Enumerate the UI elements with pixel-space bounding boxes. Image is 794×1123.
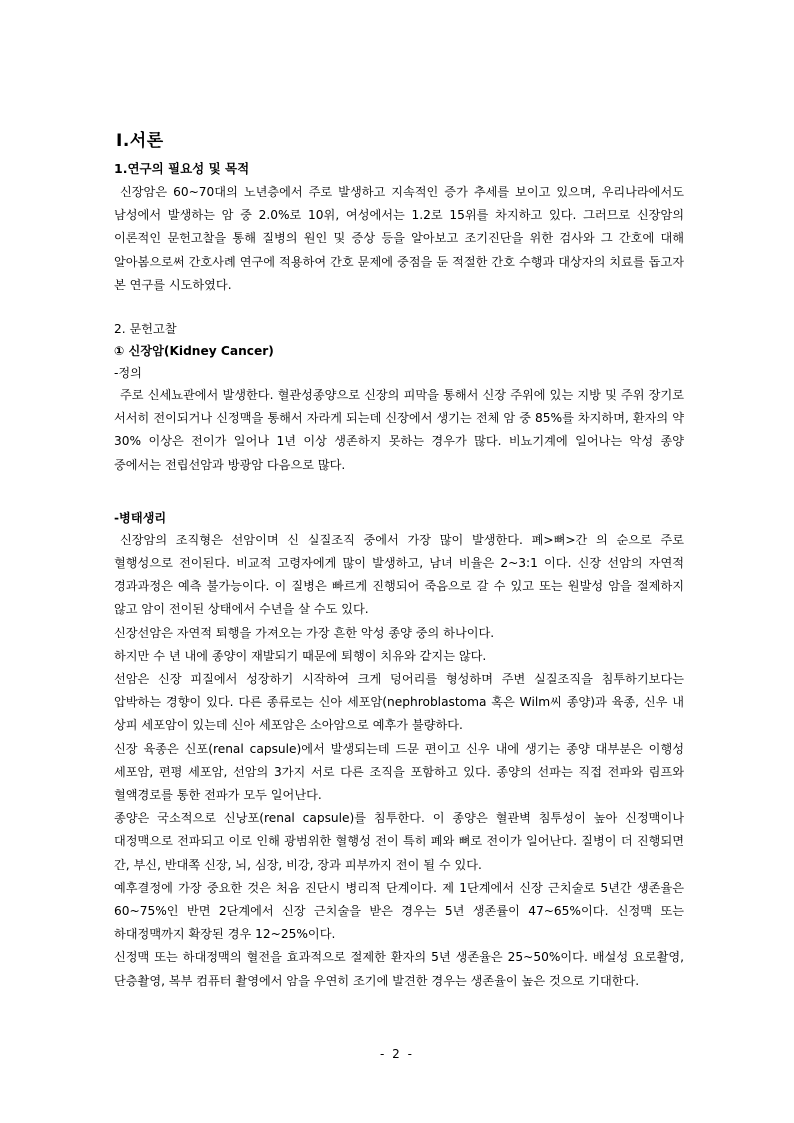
- section-title: Ⅰ.서론: [116, 131, 164, 151]
- patho-paragraph: 선암은 신장 피질에서 성장하기 시작하여 크게 덩어리를 형성하며 주변 실질조직을 침투하기보다는 압박하는 경향이 있다. 다른 종류로는 신아 세포암(nephroblastoma 혹은 Wilm씨 종양)과 육종, 신우 내 상피 세포암이 있는데 신아 세포암은 소아암으로 예후가 불량하다.: [114, 672, 684, 733]
- patho-paragraph: 예후결정에 가장 중요한 것은 처음 진단시 병리적 단계이다. 제 1단계에서 신장 근치술로 5년간 생존율은 60~75%인 반면 2단계에서 신장 근치술을 받은 경우는 5년 생존률이 47~65%이다. 신정맥 또는 하대정맥까지 확장된 경우 12~25%이다.: [114, 880, 684, 942]
- definition-paragraph: 주로 신세뇨관에서 발생한다. 혈관성종양으로 신장의 피막을 통해서 신장 주위에 있는 지방 및 주위 장기로 서서히 전이되거나 신정맥을 통해서 자라게 되는데 신장에서 생기는 전체 암 중 85%를 차지하며, 환자의 약 30% 이상은 전이가 일어나 1년 이상 생존하지 못하는 경우가 많다. 비뇨기계에 일어나는 악성 종양 중에서는 전립선암과 방광암 다음으로 많다.: [114, 388, 684, 472]
- page-content: [114, 126, 684, 993]
- subsection-heading-1: 1.연구의 필요성 및 목적: [114, 161, 250, 176]
- patho-paragraph: 종양은 국소적으로 신낭포(renal capsule)를 침투한다. 이 종양은 혈관벽 침투성이 높아 신정맥이나 대정맥으로 전파되고 이로 인해 광범위한 혈행성 전이 특히 폐와 뼈로 전이가 일어난다. 질병이 더 진행되면 간, 부신, 반대쪽 신장, 뇌, 심장, 비강, 장과 피부까지 전이 될 수 있다.: [114, 811, 684, 872]
- subsection-heading-2: 2. 문헌고찰: [114, 322, 177, 337]
- pathophysiology-label: -병태생리: [114, 510, 167, 525]
- patho-paragraph: 신장 육종은 신포(renal capsule)에서 발생되는데 드문 편이고 신우 내에 생기는 종양 대부분은 이행성 세포암, 편평 세포암, 선암의 3가지 서로 다른 조직을 포함하고 있다. 종양의 선파는 직접 전파와 림프와 혈액경로를 통한 전파가 모두 일어난다.: [114, 741, 684, 803]
- patho-paragraph: 신장선암은 자연적 퇴행을 가져오는 가장 흔한 악성 종양 중의 하나이다.: [114, 625, 495, 640]
- definition-label: -정의: [114, 366, 142, 381]
- page-number: - 2 -: [380, 1047, 414, 1061]
- patho-paragraph: 신장암의 조직형은 선암이며 신 실질조직 중에서 가장 많이 발생한다. 폐>뼈>간 의 순으로 주로 혈행성으로 전이된다. 비교적 고령자에게 많이 발생하고, 남녀 비율은 2~3:1 이다. 신장 선암의 자연적 경과과정은 예측 불가능이다. 이 질병은 빠르게 진행되어 죽음으로 갈 수 있고 또는 원발성 암을 절제하지 않고 암이 전이된 상태에서 수년을 살 수도 있다.: [114, 532, 684, 617]
- item-heading-kidney-cancer: ① 신장암(Kidney Cancer): [114, 344, 274, 359]
- intro-paragraph: 신장암은 60~70대의 노년층에서 주로 발생하고 지속적인 증가 추세를 보이고 있으며, 우리나라에서도 남성에서 발생하는 암 중 2.0%로 10위, 여성에서는 1.2로 15위를 차지하고 있다. 그러므로 신장암의 이론적인 문헌고찰을 통해 질병의 원인 및 증상 등을 알아보고 조기진단을 위한 검사와 그 간호에 대해 알아봄으로써 간호사례 연구에 적용하여 간호 문제에 중점을 둔 적절한 간호 수행과 대상자의 치료를 돕고자 본 연구를 시도하였다.: [114, 185, 684, 292]
- patho-paragraph: 하지만 수 년 내에 종양이 재발되기 때문에 퇴행이 치유와 같지는 않다.: [114, 648, 487, 663]
- patho-paragraph: 신정맥 또는 하대정맥의 혈전을 효과적으로 절제한 환자의 5년 생존율은 25~50%이다. 배설성 요로촬영, 단층촬영, 복부 컴퓨터 촬영에서 암을 우연히 조기에 발견한 경우는 생존율이 높은 것으로 기대한다.: [114, 950, 684, 988]
